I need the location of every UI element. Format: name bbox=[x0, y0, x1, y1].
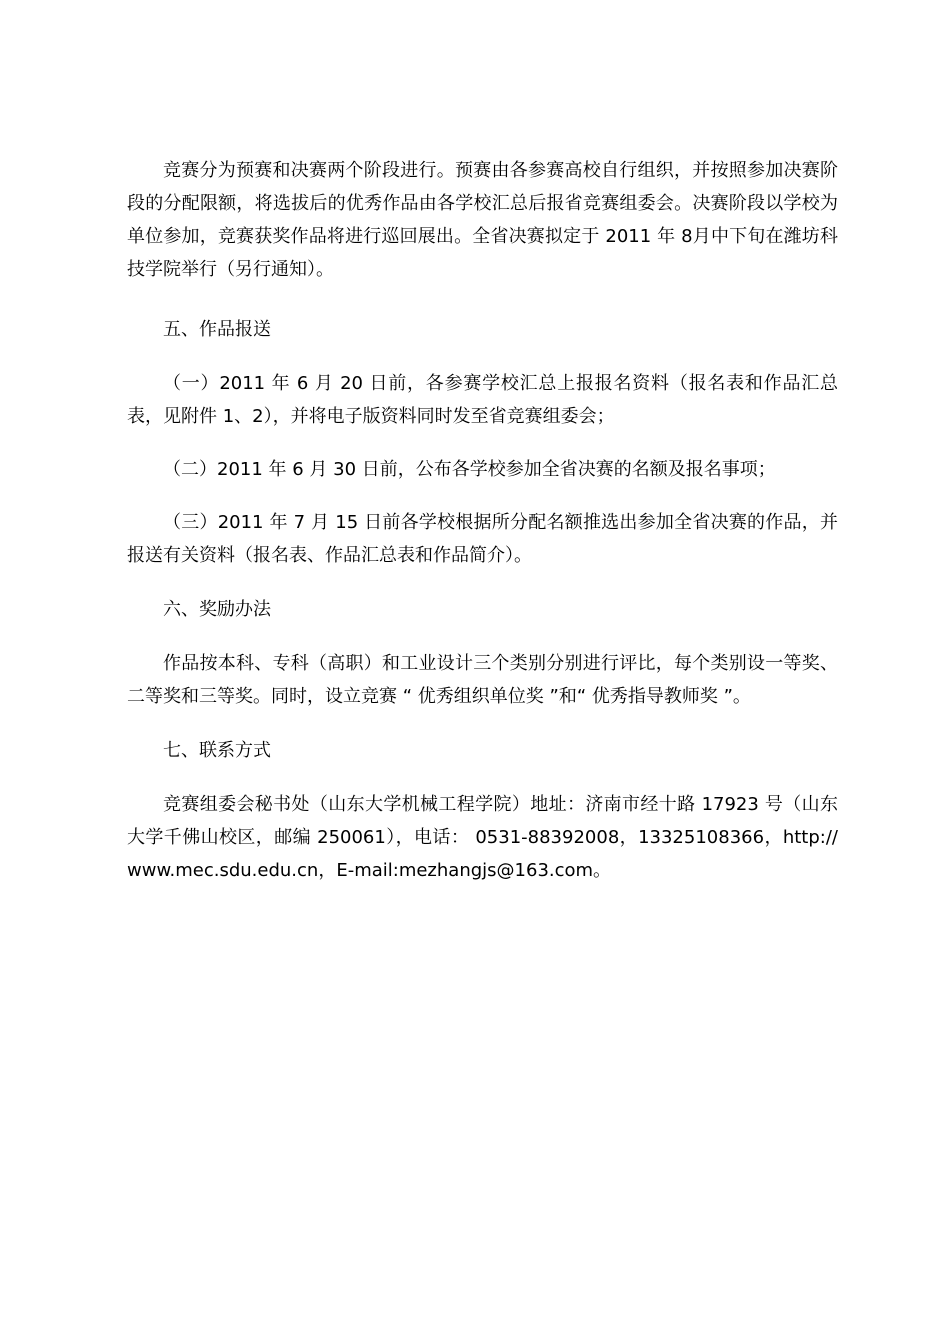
paragraph-competition-stages: 竞赛分为预赛和决赛两个阶段进行。预赛由各参赛高校自行组织，并按照参加决赛阶段的分配限额，将选拔后的优秀作品由各学校汇总后报省竞赛组委会。决赛阶段以学校为单位参加，竞赛获奖作品将进行巡回展出。全省决赛拟定于 2011 年 8月中下旬在潍坊科技学院举行（另行通知）。 bbox=[127, 160, 838, 280]
paragraph-submission-1: （一）2011 年 6 月 20 日前，各参赛学校汇总上报报名资料（报名表和作品汇总表，见附件 1、2），并将电子版资料同时发至省竞赛组委会； bbox=[127, 373, 838, 427]
section-heading-awards: 六、奖励办法 bbox=[163, 599, 271, 620]
section-heading-submission: 五、作品报送 bbox=[163, 319, 271, 340]
paragraph-contact: 竞赛组委会秘书处（山东大学机械工程学院）地址：济南市经十路 17923 号（山东大学千佛山校区，邮编 250061），电话： 0531-88392008，13325108366，http://www.mec.sdu.edu.cn，E-mail:mezhangjs@163.com。 bbox=[127, 794, 838, 881]
paragraph-awards: 作品按本科、专科（高职）和工业设计三个类别分别进行评比，每个类别设一等奖、二等奖和三等奖。同时，设立竞赛 “ 优秀组织单位奖 ”和“ 优秀指导教师奖 ”。 bbox=[127, 653, 838, 707]
paragraph-submission-2: （二）2011 年 6 月 30 日前，公布各学校参加全省决赛的名额及报名事项； bbox=[163, 459, 776, 480]
section-heading-contact: 七、联系方式 bbox=[163, 740, 271, 761]
paragraph-submission-3: （三）2011 年 7 月 15 日前各学校根据所分配名额推选出参加全省决赛的作品，并报送有关资料（报名表、作品汇总表和作品简介）。 bbox=[127, 512, 838, 566]
document-page bbox=[127, 154, 838, 887]
